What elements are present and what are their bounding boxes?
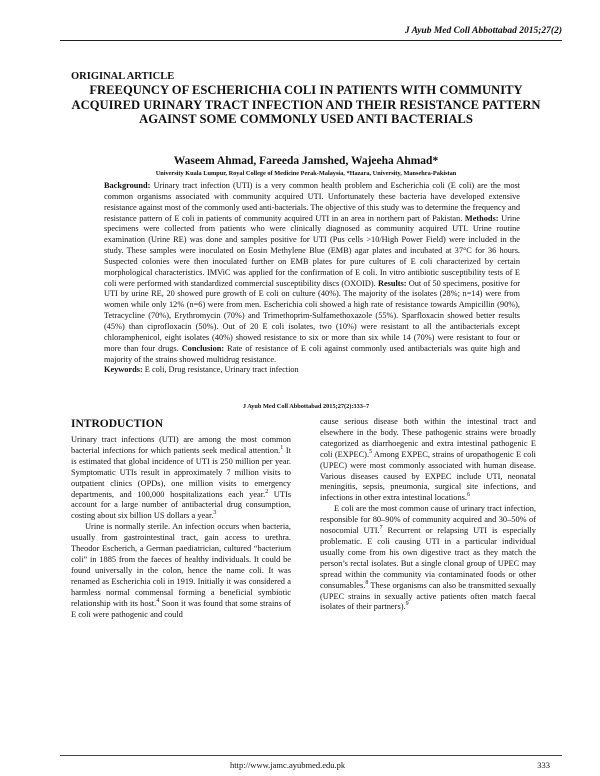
intro-paragraph-3: cause serious disease both within the intestinal tract and elsewhere in the body. These pathogenic strains were broadly categorized as diarrhoegenic and extra intestinal pathogenic E coli (EXPEC).$^5$ Among EXPEC, strains of uropathogenic E coli (UPEC) were most commonly associated with human disease. Various diseases caused by EXPEC include UTI, neonatal meningitis, sepsis, pneumonia, surgical site infections, and infections in other extra intestinal locations.$^6$ [320,417,536,503]
intro-paragraph-2: Urine is normally sterile. An infection occurs when bacteria, usually from gastrointestinal tract, gain access to urethra. Theodor Escherich, a German paediatrician, cultured “bacterium coli” in 1885 from the faeces of healthy individuals. It could be found universally in the colon, hence the name coli. It was renamed as Escherichia coli in 1919. Initially it was considered a harmless normal commensal forming a beneficial symbiotic relationship with its host.$^4$ Soon it was found that some strains of E coli were pathogenic and could [71,522,291,619]
introduction-heading: INTRODUCTION [71,418,164,430]
reference-mark: 5 [369,448,373,455]
journal-header: J Ayub Med Coll Abbottabad 2015;27(2) [404,26,562,36]
reference-mark: 6 [467,492,470,499]
methods-text: Urine specimens were collected from patients who were clinically diagnosed as community acquired UTI. Urine routine examination (Urine RE) was done and samples positive for UTI (Pus cells >10/High Power Field) were included in the study. These samples were inoculated on Eosin Methylene Blue (EMB) agar plates and incubated at 37°C for 36 hours. Suspected colonies were then inoculated further on EMB plates for pure cultures of E coli characterized by certain morphological characteristics. IMViC was applied for the confirmation of E coli. In vitro antibiotic susceptibility tests of E coli were performed with standardized commercial susceptibility discs (OXOID). [104,213,520,288]
keywords-text: E coli, Drug resistance, Urinary tract infection [144,365,299,375]
left-column [71,435,291,620]
page-number: 333 [537,760,550,770]
intro-paragraph-1: Urinary tract infections (UTI) are among the most common bacterial infections for which patients seek medical attention.$^1$ It is estimated that global incidence of UTI is 250 million per year. Symptomatic UTIs result in approximately 7 million visits to outpatient clinics (OPDs), one million visits to emergency departments, and 100,000 hospitalizations each year.$^2$ UTIs account for a large number of antibacterial drug consumption, costing about six billion US dollars a year.$^3$ [71,435,292,521]
background-text: Urinary tract infection (UTI) is a very common health problem and Escherichia coli (E coli) are the most common organisms associated with community acquired UTI. Unfortunately these bacteria have developed extensive resistance against most of the commonly used anti-bacterials. The objective of this study was to determine the frequency and resistance pattern of E coli in patients of community acquired UTI in an area in northern part of Pakistan. [104,181,521,223]
reference-mark: 1 [280,445,284,452]
reference-mark: 2 [265,488,269,495]
intro-paragraph-4: E coli are the most common cause of urinary tract infection, responsible for 80–90% of community acquired and 30–50% of nosocomial UTI.$^7$ Recurrent or relapsing UTI is especially problematic. E coli causing UTI in a particular individual usually come from his own digestive tract as they match the person’s rectal isolates. But a single clonal group of UPEC may spread within the community via contaminated foods or other consumables.$^8$ These organisms can also be transmitted sexually (UPEC strains in sexually active patients often match faecal isolates of their partners).$^9$ [320,504,536,612]
reference-mark: 4 [156,597,160,604]
abstract [104,181,520,376]
author-list: Waseem Ahmad, Fareeda Jamshed, Wajeeha Ahmad* [173,155,439,167]
results-label: Results: [377,278,407,288]
results-text: Out of 50 specimens, positive for UTI by urine RE, 20 showed pure growth of E coli on culture (40%). The majority of the isolates (28%; n=14) were from women while only 12% (n=6) were from men. Escherichia coli showed a high rate of resistance towards Ampicillin (90%), Tetracycline (70%), Erythromycin (70%) and Trimethoprim-Sulfamethoxazole (55%). Sparfloxacin showed better results (45%) than ciprofloxacin (50%). Out of 20 E coli isolates, two (10%) were resistant to all the antibacterials except chloramphenicol, eight isolates (40%) showed resistance to six or more than six while 14 (70%) were resistant to four or more than four drugs. [104,278,521,353]
conclusion-text: Rate of resistance of E coli against commonly used antibacterials was quite high and majority of the strains showed multidrug resistance. [104,343,521,364]
header-rule [60,40,562,41]
footer-url[interactable]: http://www.jamc.ayubmed.edu.pk [230,760,346,770]
citation: J Ayub Med Coll Abbottabad 2015;27(2):333–7 [242,403,370,410]
right-column [320,417,536,613]
reference-mark: 9 [405,601,409,608]
methods-label: Methods: [464,213,499,223]
conclusion-label: Conclusion: [181,343,225,353]
reference-mark: 8 [365,579,369,586]
footer-rule [60,755,562,756]
affiliations: University Kuala Lumpur, Royal College of Medicine Perak-Malaysia, *Hazara, University, Mansehra-Pakistan [155,170,457,177]
article-type: ORIGINAL ARTICLE [71,71,175,82]
reference-mark: 7 [379,525,383,532]
keywords-label: Keywords: [104,365,143,375]
background-label: Background: [104,181,151,190]
article-title: FREEQUNCY OF ESCHERICHIA COLI IN PATIENTS WITH COMMUNITY ACQUIRED URINARY TRACT INFECTION AND THEIR RESISTANCE PATTERN AGAINST SOME COMMONLY USED ANTI BACTERIALS [71,83,541,127]
reference-mark: 3 [213,510,217,517]
